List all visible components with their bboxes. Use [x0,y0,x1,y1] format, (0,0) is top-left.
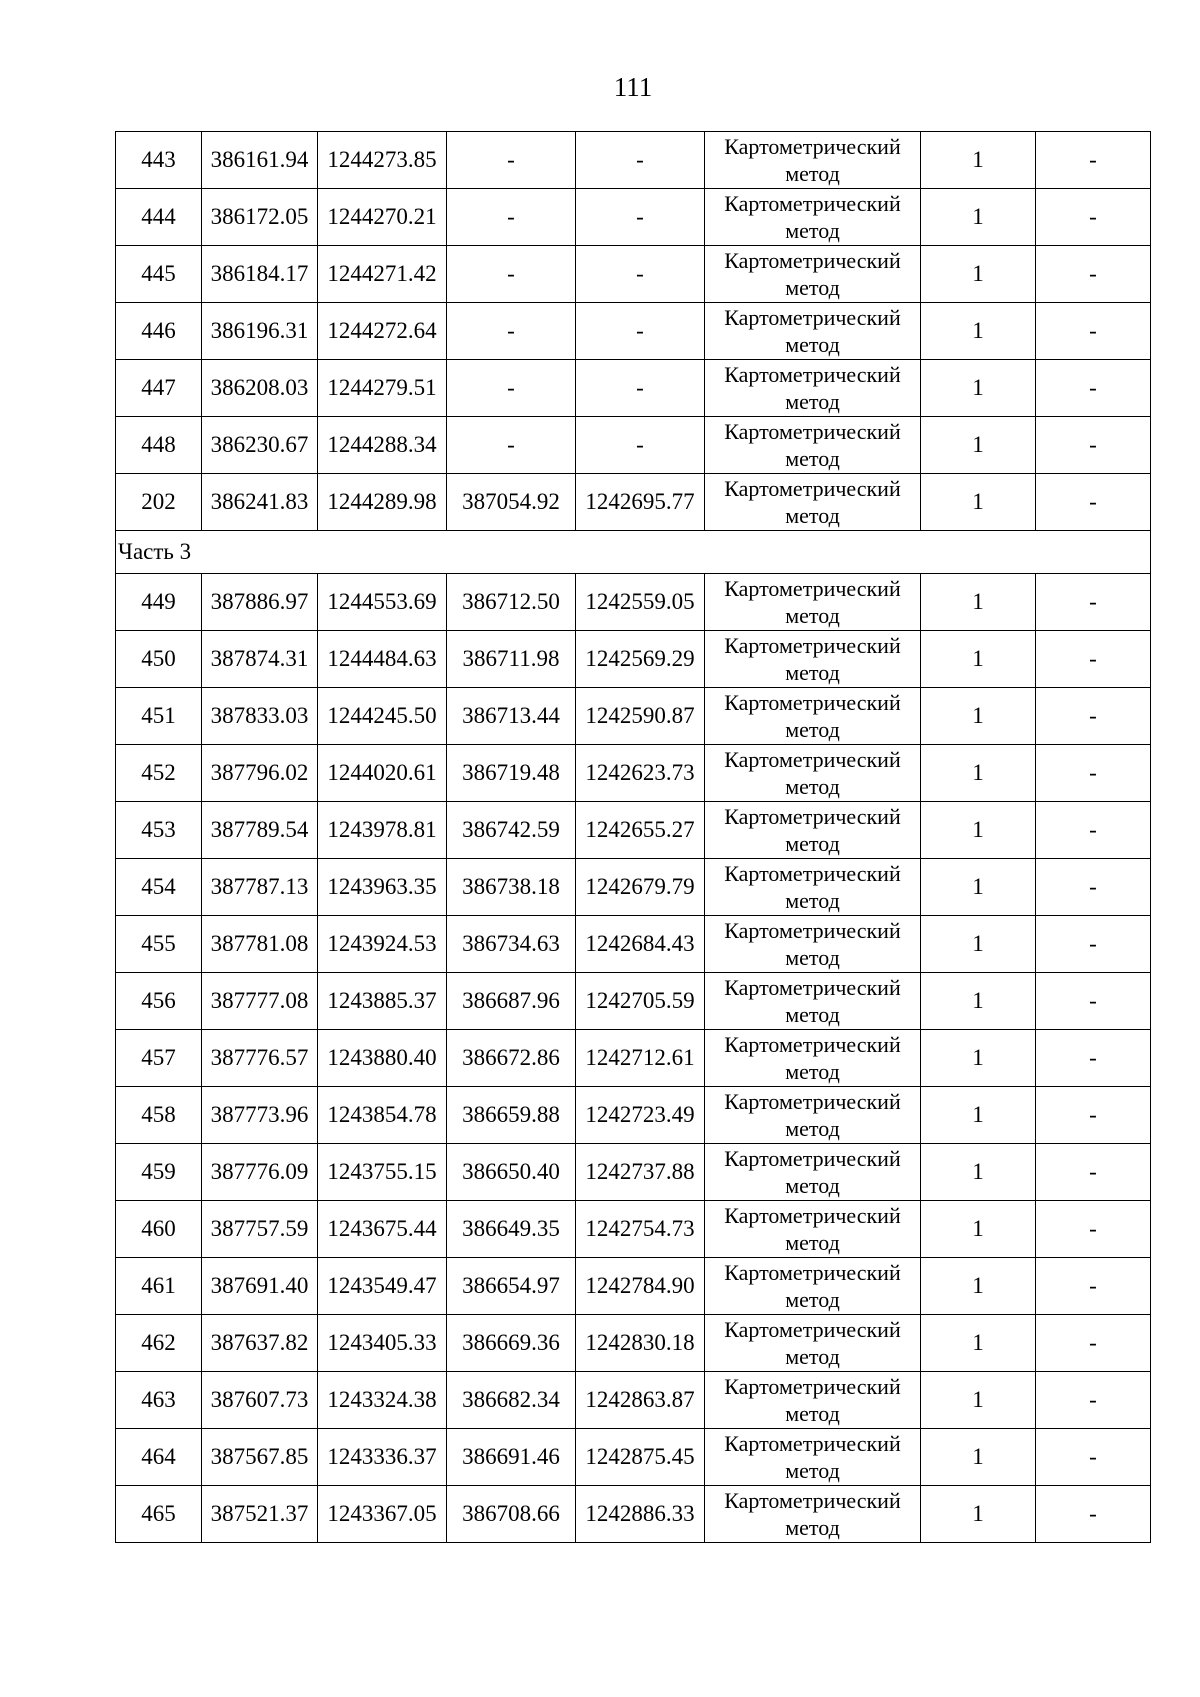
table-row [116,859,1151,916]
note-cell: - [1036,474,1151,531]
accuracy-cell: 1 [921,417,1036,474]
table-row [116,574,1151,631]
method-text-line: Картометрический [724,1317,901,1342]
x-old-coordinate-cell: 386712.50 [447,574,576,631]
y-coordinate-cell: 1243675.44 [318,1201,447,1258]
y-old-coordinate-cell: 1242723.49 [576,1087,705,1144]
accuracy-cell: 1 [921,802,1036,859]
method-text-line: метод [785,1173,840,1198]
method-text-line: Картометрический [724,918,901,943]
table-row [116,1486,1151,1543]
point-number-cell: 458 [116,1087,202,1144]
x-old-coordinate-cell: - [447,417,576,474]
y-coordinate-cell: 1243336.37 [318,1429,447,1486]
x-coordinate-cell: 386208.03 [202,360,318,417]
x-old-coordinate-cell: 386719.48 [447,745,576,802]
x-coordinate-cell: 387567.85 [202,1429,318,1486]
note-cell: - [1036,417,1151,474]
note-cell: - [1036,189,1151,246]
method-text-line: метод [785,1515,840,1540]
y-coordinate-cell: 1244270.21 [318,189,447,246]
y-old-coordinate-cell: 1242754.73 [576,1201,705,1258]
note-cell: - [1036,360,1151,417]
note-cell: - [1036,631,1151,688]
method-text-line: Картометрический [724,975,901,1000]
x-coordinate-cell: 386230.67 [202,417,318,474]
table-row [116,132,1151,189]
accuracy-cell: 1 [921,1258,1036,1315]
y-old-coordinate-cell: - [576,417,705,474]
x-coordinate-cell: 387886.97 [202,574,318,631]
table-row [116,1144,1151,1201]
x-coordinate-cell: 387776.09 [202,1144,318,1201]
y-coordinate-cell: 1243978.81 [318,802,447,859]
x-old-coordinate-cell: 386734.63 [447,916,576,973]
accuracy-cell: 1 [921,1087,1036,1144]
method-cell [705,1372,921,1429]
y-old-coordinate-cell: - [576,360,705,417]
x-old-coordinate-cell: 386738.18 [447,859,576,916]
x-coordinate-cell: 387777.08 [202,973,318,1030]
note-cell: - [1036,246,1151,303]
y-coordinate-cell: 1244273.85 [318,132,447,189]
accuracy-cell: 1 [921,574,1036,631]
note-cell: - [1036,916,1151,973]
method-cell [705,189,921,246]
method-cell [705,1201,921,1258]
note-cell: - [1036,859,1151,916]
x-old-coordinate-cell: 386650.40 [447,1144,576,1201]
y-old-coordinate-cell: 1242559.05 [576,574,705,631]
method-text-line: метод [785,218,840,243]
method-text-line: Картометрический [724,1146,901,1171]
method-text-line: метод [785,717,840,742]
x-old-coordinate-cell: - [447,360,576,417]
accuracy-cell: 1 [921,132,1036,189]
y-coordinate-cell: 1244279.51 [318,360,447,417]
note-cell: - [1036,1429,1151,1486]
method-text-line: метод [785,1287,840,1312]
y-coordinate-cell: 1243324.38 [318,1372,447,1429]
method-text-line: Картометрический [724,248,901,273]
method-text-line: метод [785,275,840,300]
method-cell [705,474,921,531]
x-coordinate-cell: 387796.02 [202,745,318,802]
point-number-cell: 460 [116,1201,202,1258]
method-text-line: метод [785,1230,840,1255]
accuracy-cell: 1 [921,631,1036,688]
method-text-line: метод [785,332,840,357]
section-row [116,531,1151,574]
y-coordinate-cell: 1243885.37 [318,973,447,1030]
point-number-cell: 462 [116,1315,202,1372]
point-number-cell: 464 [116,1429,202,1486]
point-number-cell: 449 [116,574,202,631]
method-text-line: метод [785,603,840,628]
point-number-cell: 446 [116,303,202,360]
point-number-cell: 461 [116,1258,202,1315]
method-text-line: Картометрический [724,191,901,216]
x-coordinate-cell: 387773.96 [202,1087,318,1144]
x-coordinate-cell: 387637.82 [202,1315,318,1372]
y-old-coordinate-cell: - [576,189,705,246]
point-number-cell: 465 [116,1486,202,1543]
table-row [116,1258,1151,1315]
note-cell: - [1036,574,1151,631]
table-row [116,688,1151,745]
table-row [116,1201,1151,1258]
x-old-coordinate-cell: - [447,189,576,246]
method-cell [705,1486,921,1543]
note-cell: - [1036,132,1151,189]
x-coordinate-cell: 386196.31 [202,303,318,360]
method-text-line: Картометрический [724,1203,901,1228]
point-number-cell: 457 [116,1030,202,1087]
method-text-line: метод [785,774,840,799]
y-coordinate-cell: 1243880.40 [318,1030,447,1087]
accuracy-cell: 1 [921,745,1036,802]
y-coordinate-cell: 1244289.98 [318,474,447,531]
y-coordinate-cell: 1244245.50 [318,688,447,745]
y-coordinate-cell: 1244288.34 [318,417,447,474]
y-old-coordinate-cell: 1242679.79 [576,859,705,916]
method-text-line: метод [785,888,840,913]
method-text-line: метод [785,945,840,970]
y-old-coordinate-cell: - [576,132,705,189]
method-cell [705,688,921,745]
note-cell: - [1036,1087,1151,1144]
accuracy-cell: 1 [921,1486,1036,1543]
method-text-line: метод [785,161,840,186]
y-coordinate-cell: 1244484.63 [318,631,447,688]
y-coordinate-cell: 1243963.35 [318,859,447,916]
point-number-cell: 444 [116,189,202,246]
accuracy-cell: 1 [921,1315,1036,1372]
method-cell [705,745,921,802]
note-cell: - [1036,1486,1151,1543]
method-cell [705,303,921,360]
y-old-coordinate-cell: 1242712.61 [576,1030,705,1087]
method-text-line: метод [785,503,840,528]
x-old-coordinate-cell: 386713.44 [447,688,576,745]
method-text-line: Картометрический [724,1431,901,1456]
method-cell [705,916,921,973]
method-cell [705,1030,921,1087]
x-coordinate-cell: 387607.73 [202,1372,318,1429]
method-cell [705,574,921,631]
y-coordinate-cell: 1243549.47 [318,1258,447,1315]
x-coordinate-cell: 386184.17 [202,246,318,303]
accuracy-cell: 1 [921,1144,1036,1201]
note-cell: - [1036,1030,1151,1087]
table-row [116,1087,1151,1144]
x-coordinate-cell: 387521.37 [202,1486,318,1543]
point-number-cell: 455 [116,916,202,973]
accuracy-cell: 1 [921,303,1036,360]
x-old-coordinate-cell: 386742.59 [447,802,576,859]
method-cell [705,859,921,916]
note-cell: - [1036,1144,1151,1201]
y-coordinate-cell: 1244272.64 [318,303,447,360]
point-number-cell: 202 [116,474,202,531]
accuracy-cell: 1 [921,189,1036,246]
note-cell: - [1036,303,1151,360]
y-old-coordinate-cell: 1242655.27 [576,802,705,859]
method-text-line: метод [785,1059,840,1084]
y-coordinate-cell: 1244020.61 [318,745,447,802]
point-number-cell: 448 [116,417,202,474]
x-old-coordinate-cell: 386708.66 [447,1486,576,1543]
table-row [116,246,1151,303]
method-text-line: Картометрический [724,476,901,501]
accuracy-cell: 1 [921,859,1036,916]
x-old-coordinate-cell: 387054.92 [447,474,576,531]
method-cell [705,631,921,688]
y-old-coordinate-cell: 1242784.90 [576,1258,705,1315]
y-coordinate-cell: 1243367.05 [318,1486,447,1543]
accuracy-cell: 1 [921,1030,1036,1087]
accuracy-cell: 1 [921,688,1036,745]
point-number-cell: 447 [116,360,202,417]
method-cell [705,246,921,303]
method-cell [705,1087,921,1144]
point-number-cell: 451 [116,688,202,745]
y-old-coordinate-cell: 1242569.29 [576,631,705,688]
x-coordinate-cell: 387789.54 [202,802,318,859]
x-old-coordinate-cell: 386649.35 [447,1201,576,1258]
method-cell [705,802,921,859]
table-row [116,1429,1151,1486]
y-old-coordinate-cell: 1242684.43 [576,916,705,973]
table-row [116,745,1151,802]
method-text-line: Картометрический [724,576,901,601]
y-old-coordinate-cell: 1242875.45 [576,1429,705,1486]
point-number-cell: 443 [116,132,202,189]
y-old-coordinate-cell: - [576,246,705,303]
note-cell: - [1036,802,1151,859]
y-old-coordinate-cell: 1242695.77 [576,474,705,531]
note-cell: - [1036,1315,1151,1372]
method-text-line: Картометрический [724,1089,901,1114]
table-row [116,802,1151,859]
x-coordinate-cell: 387874.31 [202,631,318,688]
method-text-line: метод [785,1116,840,1141]
x-coordinate-cell: 387787.13 [202,859,318,916]
method-text-line: метод [785,1401,840,1426]
x-coordinate-cell: 387776.57 [202,1030,318,1087]
point-number-cell: 452 [116,745,202,802]
method-cell [705,417,921,474]
x-coordinate-cell: 387833.03 [202,688,318,745]
y-coordinate-cell: 1244553.69 [318,574,447,631]
y-old-coordinate-cell: 1242863.87 [576,1372,705,1429]
method-text-line: Картометрический [724,1374,901,1399]
y-coordinate-cell: 1243755.15 [318,1144,447,1201]
accuracy-cell: 1 [921,1372,1036,1429]
method-text-line: Картометрический [724,747,901,772]
method-text-line: Картометрический [724,305,901,330]
y-coordinate-cell: 1244271.42 [318,246,447,303]
point-number-cell: 445 [116,246,202,303]
method-cell [705,132,921,189]
method-cell [705,1315,921,1372]
x-old-coordinate-cell: 386672.86 [447,1030,576,1087]
accuracy-cell: 1 [921,973,1036,1030]
y-old-coordinate-cell: 1242705.59 [576,973,705,1030]
table-row [116,631,1151,688]
point-number-cell: 459 [116,1144,202,1201]
table-row [116,1315,1151,1372]
x-old-coordinate-cell: 386654.97 [447,1258,576,1315]
accuracy-cell: 1 [921,474,1036,531]
method-cell [705,973,921,1030]
x-old-coordinate-cell: 386659.88 [447,1087,576,1144]
method-text-line: Картометрический [724,804,901,829]
x-old-coordinate-cell: - [447,303,576,360]
table-row [116,474,1151,531]
method-cell [705,1144,921,1201]
method-text-line: метод [785,831,840,856]
point-number-cell: 453 [116,802,202,859]
table-row [116,1030,1151,1087]
accuracy-cell: 1 [921,246,1036,303]
accuracy-cell: 1 [921,916,1036,973]
method-text-line: метод [785,389,840,414]
x-old-coordinate-cell: 386682.34 [447,1372,576,1429]
x-coordinate-cell: 386241.83 [202,474,318,531]
method-text-line: метод [785,660,840,685]
table-row [116,916,1151,973]
y-old-coordinate-cell: 1242886.33 [576,1486,705,1543]
accuracy-cell: 1 [921,360,1036,417]
table-row [116,1372,1151,1429]
note-cell: - [1036,1201,1151,1258]
table-row [116,189,1151,246]
method-text-line: метод [785,1344,840,1369]
table-row [116,360,1151,417]
table-row [116,973,1151,1030]
method-text-line: Картометрический [724,362,901,387]
section-label: Часть 3 [116,531,1151,574]
note-cell: - [1036,745,1151,802]
x-old-coordinate-cell: - [447,246,576,303]
method-text-line: метод [785,446,840,471]
method-text-line: Картометрический [724,419,901,444]
x-coordinate-cell: 386172.05 [202,189,318,246]
method-cell [705,1429,921,1486]
y-coordinate-cell: 1243924.53 [318,916,447,973]
method-text-line: Картометрический [724,1032,901,1057]
x-coordinate-cell: 386161.94 [202,132,318,189]
method-text-line: Картометрический [724,134,901,159]
x-old-coordinate-cell: 386687.96 [447,973,576,1030]
y-old-coordinate-cell: 1242590.87 [576,688,705,745]
x-old-coordinate-cell: 386691.46 [447,1429,576,1486]
x-old-coordinate-cell: - [447,132,576,189]
method-text-line: Картометрический [724,861,901,886]
accuracy-cell: 1 [921,1201,1036,1258]
point-number-cell: 454 [116,859,202,916]
x-old-coordinate-cell: 386711.98 [447,631,576,688]
y-coordinate-cell: 1243854.78 [318,1087,447,1144]
method-text-line: Картометрический [724,1260,901,1285]
method-text-line: метод [785,1458,840,1483]
note-cell: - [1036,1372,1151,1429]
y-coordinate-cell: 1243405.33 [318,1315,447,1372]
method-text-line: Картометрический [724,1488,901,1513]
y-old-coordinate-cell: 1242830.18 [576,1315,705,1372]
note-cell: - [1036,1258,1151,1315]
page-number: 111 [613,72,653,102]
x-coordinate-cell: 387757.59 [202,1201,318,1258]
y-old-coordinate-cell: 1242737.88 [576,1144,705,1201]
y-old-coordinate-cell: - [576,303,705,360]
method-cell [705,360,921,417]
x-coordinate-cell: 387691.40 [202,1258,318,1315]
method-text-line: Картометрический [724,633,901,658]
method-cell [705,1258,921,1315]
method-text-line: Картометрический [724,690,901,715]
table-row [116,417,1151,474]
y-old-coordinate-cell: 1242623.73 [576,745,705,802]
x-old-coordinate-cell: 386669.36 [447,1315,576,1372]
point-number-cell: 450 [116,631,202,688]
note-cell: - [1036,973,1151,1030]
point-number-cell: 456 [116,973,202,1030]
table-row [116,303,1151,360]
point-number-cell: 463 [116,1372,202,1429]
x-coordinate-cell: 387781.08 [202,916,318,973]
accuracy-cell: 1 [921,1429,1036,1486]
note-cell: - [1036,688,1151,745]
method-text-line: метод [785,1002,840,1027]
coordinates-table [115,131,1151,1543]
